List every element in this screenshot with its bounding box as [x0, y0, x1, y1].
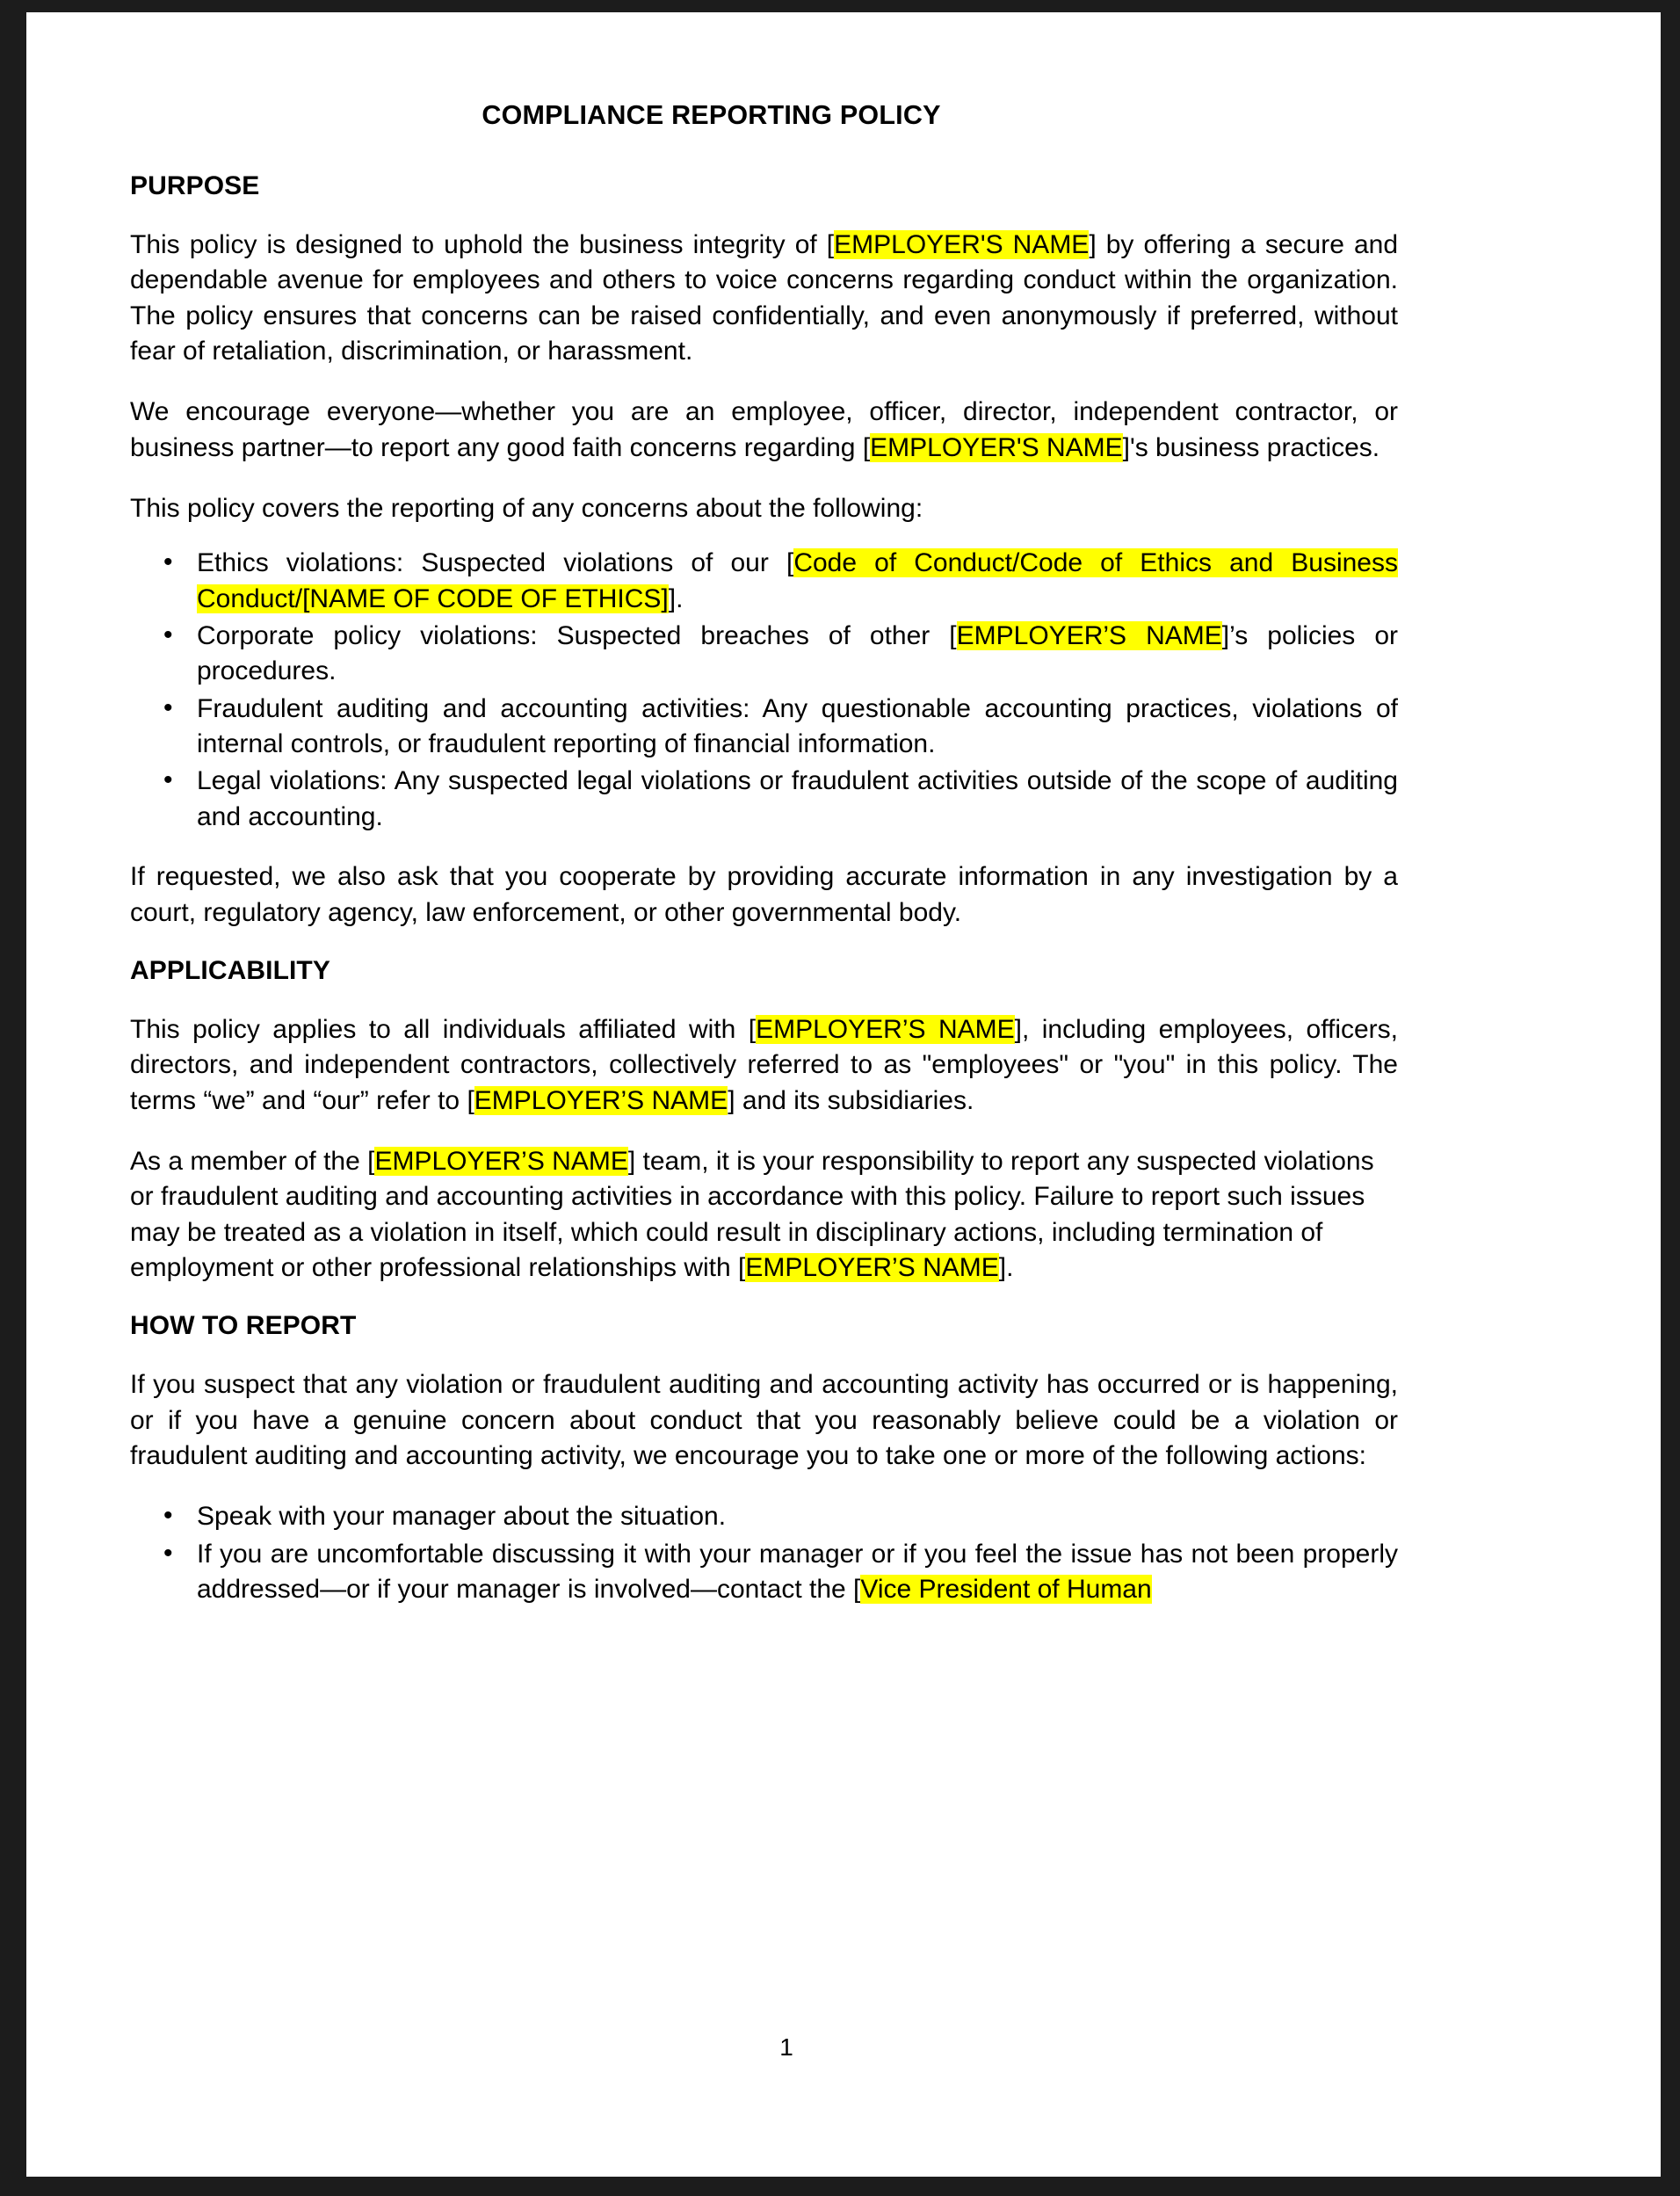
purpose-p2-text-before: We encourage everyone—whether you are an employee, officer, director, independent contractor, or business partner—to report any good faith concerns regarding [ [130, 397, 1398, 462]
purpose-paragraph-3: This policy covers the reporting of any concerns about the following: [130, 494, 923, 524]
purpose-paragraph-1 [130, 228, 1398, 369]
placeholder-employers-name: EMPLOYER'S NAME [834, 230, 1090, 259]
bullet-text-after: ]. [668, 583, 684, 613]
applicability-paragraph-2 [130, 1144, 1398, 1286]
section-heading-how-to-report: HOW TO REPORT [130, 1311, 357, 1341]
placeholder-employers-name: EMPLOYER'S NAME [870, 432, 1123, 462]
bullet-text-before: Corporate policy violations: Suspected breaches of other [ [197, 621, 957, 651]
bullet-text-before: Legal violations: Any suspected legal violations or fraudulent activities outside of the scope of auditing and accounting. [197, 766, 1398, 831]
how-to-report-paragraph-1: If you suspect that any violation or fraudulent auditing and accounting activity has occurred or is happening, or if you have a genuine concern about conduct that you reasonably believe could be a violation or fraudulent auditing and accounting activity, we encourage you to take one or more of the following actions: [130, 1370, 1398, 1470]
bullet-text-before: Ethics violations: Suspected violations of our [ [197, 548, 794, 578]
applicability-p2-text-a: As a member of the [ [130, 1146, 375, 1176]
page-number: 1 [779, 2033, 793, 2061]
list-item [130, 619, 1398, 690]
purpose-paragraph-4: If requested, we also ask that you cooperate by providing accurate information in any investigation by a court, regulatory agency, law enforcement, or other governmental body. [130, 862, 1398, 927]
document-title: COMPLIANCE REPORTING POLICY [482, 100, 941, 130]
purpose-bullet-list [130, 546, 1398, 835]
placeholder-vice-president-of-human: Vice President of Human [860, 1574, 1152, 1604]
applicability-paragraph-1 [130, 1012, 1398, 1119]
document-content [130, 100, 1398, 1632]
how-to-report-bullet-list [130, 1499, 1398, 1607]
document-page [26, 12, 1661, 2177]
applicability-p1-text-a: This policy applies to all individuals affiliated with [ [130, 1014, 757, 1044]
bullet-text-after: ]’s policies or procedures. [197, 621, 1399, 686]
applicability-p1-text-c: ] and its subsidiaries. [728, 1085, 974, 1115]
list-item [130, 546, 1398, 617]
list-item [130, 1499, 1398, 1534]
applicability-p1-text-b: ], including employees, officers, directors, and independent contractors, collectively referred to as "employees" or "you" in this policy. The terms “we” and “our” refer to [ [130, 1014, 1399, 1115]
placeholder-employers-name: EMPLOYER’S NAME [956, 621, 1222, 651]
placeholder-employers-name: EMPLOYER’S NAME [374, 1146, 628, 1176]
bullet-text-before: Fraudulent auditing and accounting activities: Any questionable accounting practices, violations of internal controls, or fraudulent reporting of financial information. [197, 693, 1398, 759]
bullet-text-before: Speak with your manager about the situation. [197, 1502, 727, 1532]
list-item [130, 692, 1398, 763]
placeholder-employers-name: EMPLOYER’S NAME [756, 1014, 1015, 1044]
purpose-p1-text-before: This policy is designed to uphold the business integrity of [ [130, 230, 835, 259]
bullet-text-before: If you are uncomfortable discussing it with your manager or if you feel the issue has not been properly addressed—or if your manager is involved—contact the [ [197, 1539, 1398, 1604]
section-heading-applicability: APPLICABILITY [130, 955, 330, 985]
list-item [130, 1537, 1398, 1608]
placeholder-employers-name: EMPLOYER’S NAME [745, 1252, 999, 1282]
purpose-paragraph-2 [130, 395, 1398, 466]
section-heading-purpose: PURPOSE [130, 171, 260, 200]
placeholder-code-of-ethics: Code of Conduct/Code of Ethics and Business Conduct/[NAME OF CODE OF ETHICS] [197, 548, 1398, 613]
placeholder-employers-name: EMPLOYER’S NAME [474, 1085, 728, 1115]
applicability-p2-text-b: ] team, it is your responsibility to report any suspected violations or fraudulent auditing and accounting activities in accordance with this policy. Failure to report such issues may be treated as a violation in itself, which could result in disciplinary actions, including termination of employment or other professional relationships with [ [130, 1146, 1374, 1282]
applicability-p2-text-c: ]. [998, 1252, 1014, 1282]
purpose-p2-text-after: ]'s business practices. [1122, 432, 1380, 462]
list-item [130, 764, 1398, 835]
purpose-p1-text-after: ] by offering a secure and dependable avenue for employees and others to voice concerns regarding conduct within the organization. The policy ensures that concerns can be raised confidentially, and even anonymously if preferred, without fear of retaliation, discrimination, or harassment. [130, 230, 1398, 366]
